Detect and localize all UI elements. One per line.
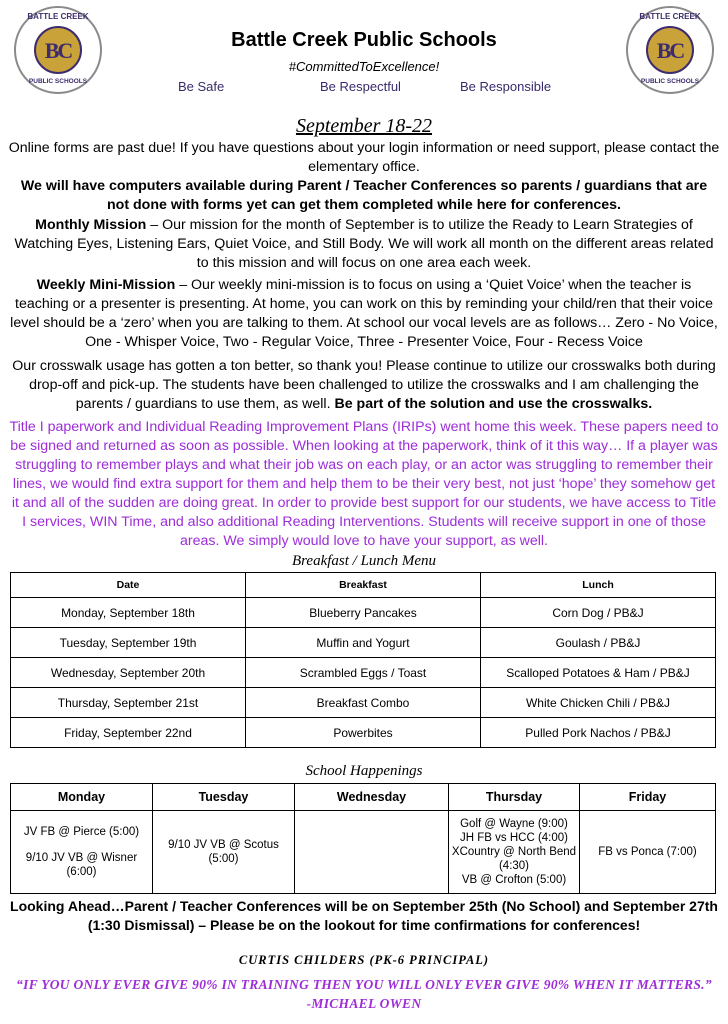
monday-events [11,811,153,894]
menu-breakfast: Scrambled Eggs / Toast [246,658,481,688]
wednesday-events [295,811,449,894]
date-title: September 18-22 [295,115,433,137]
menu-table [10,572,716,748]
menu-lunch: White Chicken Chili / PB&J [481,688,716,718]
happenings-table [10,783,716,894]
weekly-mission-label: Weekly Mini-Mission [36,277,176,293]
event-item: XCountry @ North Bend (4:30) [451,846,577,872]
menu-header-lunch: Lunch [481,573,716,598]
happenings-header-row [11,784,716,811]
menu-breakfast: Powerbites [246,718,481,748]
menu-date: Thursday, September 21st [11,688,246,718]
looking-ahead: Looking Ahead…Parent / Teacher Conferences will be on September 25th (No School) and September 27th (1:30 Dismissal) – Please be on the lookout for time confirmations for conferences! [10,898,718,933]
menu-title: Breakfast / Lunch Menu [291,553,436,569]
menu-date: Friday, September 22nd [11,718,246,748]
monthly-mission-text: – Our mission for the month of September is to utilize the Ready to Learn Strategies of Watching Eyes, Listening Ears, Quiet Voice, and Still Body. We will work all month on the different areas related to this mission and will focus on one area each week. [14,217,714,271]
logo-bottom-text: PUBLIC SCHOOLS [640,78,700,85]
school-name: Battle Creek Public Schools [231,29,497,51]
menu-row [11,628,716,658]
quote [0,975,728,1013]
menu-date: Monday, September 18th [11,598,246,628]
quote-text: “IF YOU ONLY EVER GIVE 90% IN TRAINING THEN YOU WILL ONLY EVER GIVE 90% WHEN IT MATTERS.” [16,977,712,992]
monthly-mission-label: Monthly Mission [35,217,147,233]
quote-author: -MICHAEL OWEN [306,996,422,1011]
computers-notice: We will have computers available during Parent / Teacher Conferences so parents / guardians that are not done with forms yet can get them completed while here for conferences. [20,178,708,213]
tuesday-events [153,811,295,894]
thursday-events [449,811,580,894]
happenings-header-wednesday: Wednesday [295,784,449,811]
menu-breakfast: Muffin and Yogurt [246,628,481,658]
motto-respectful: Be Respectful [320,79,401,94]
crosswalk-bold: Be part of the solution and use the crosswalks. [334,396,653,412]
menu-row [11,598,716,628]
event-spacer [11,839,152,851]
event-item: 9/10 JV VB @ Scotus (5:00) [168,839,279,865]
menu-row [11,718,716,748]
menu-row [11,688,716,718]
happenings-header-friday: Friday [580,784,716,811]
event-item: JH FB vs HCC (4:00) [460,832,568,844]
event-item: FB vs Ponca (7:00) [598,846,697,858]
logo-monogram: BC [44,38,72,63]
menu-lunch: Goulash / PB&J [481,628,716,658]
menu-lunch: Pulled Pork Nachos / PB&J [481,718,716,748]
menu-breakfast: Blueberry Pancakes [246,598,481,628]
happenings-header-monday: Monday [11,784,153,811]
happenings-events-row [11,811,716,894]
happenings-header-tuesday: Tuesday [153,784,295,811]
hashtag: #CommittedToExcellence! [288,59,440,74]
crosswalk-text: Our crosswalk usage has gotten a ton better, so thank you! Please continue to utilize our crosswalks both during drop-off and pick-up. The students have been challenged to utilize the crosswalks and I am challenging the parents / guardians to use them, as well. [12,358,716,412]
logo-monogram: BC [656,38,684,63]
motto-responsible: Be Responsible [460,79,552,94]
menu-lunch: Scalloped Potatoes & Ham / PB&J [481,658,716,688]
logo-top-text: BATTLE CREEK [27,12,89,21]
menu-header-date: Date [11,573,246,598]
principal-signature: CURTIS CHILDERS (PK-6 PRINCIPAL) [238,953,490,967]
monthly-mission [8,216,720,273]
friday-events [580,811,716,894]
menu-header-breakfast: Breakfast [246,573,481,598]
menu-date: Wednesday, September 20th [11,658,246,688]
crosswalk-paragraph [8,357,720,414]
event-item: JV FB @ Pierce (5:00) [23,826,140,838]
menu-row [11,658,716,688]
title-i-paragraph: Title I paperwork and Individual Reading Improvement Plans (IRIPs) went home this week. These papers need to be signed and returned as soon as possible. When looking at the paperwork, think of it this way… If a player was struggling to remember plays and what their job was on each play, or an actor was struggling to remember their lines, we would find extra support for them and help them to be their very best, not just ‘hope’ they somehow get it and all of the sudden are doing great. In order to provide best support for our students, we have access to Title I services, WIN Time, and also additional Reading Interventions. Students will receive support in one of those areas. We simply would love to have your support, as well. [9,419,719,549]
event-item: Golf @ Wayne (9:00) [460,818,568,830]
event-item: VB @ Crofton (5:00) [461,874,567,886]
weekly-mission-text: – Our weekly mini-mission is to focus on using a ‘Quiet Voice’ when the teacher is teaching or a presenter is presenting. At home, you can work on this by reminding your child/ren that their voice level should be a ‘zero’ when you are talking to them. At school our vocal levels are as follows… Zero - No Voice, One - Whisper Voice, Two - Regular Voice, Three - Presenter Voice, Four - Recess Voice [10,277,718,350]
menu-header-row [11,573,716,598]
logo-top-text: BATTLE CREEK [639,12,701,21]
happenings-title: School Happenings [305,763,423,779]
forms-notice: Online forms are past due! If you have questions about your login information or need support, please contact the elementary office. [8,140,720,175]
menu-date: Tuesday, September 19th [11,628,246,658]
motto-safe: Be Safe [178,79,225,94]
logo-bottom-text: PUBLIC SCHOOLS [28,78,88,85]
menu-lunch: Corn Dog / PB&J [481,598,716,628]
event-item: 9/10 JV VB @ Wisner (6:00) [25,852,138,878]
weekly-mission [8,276,720,352]
happenings-header-thursday: Thursday [449,784,580,811]
menu-breakfast: Breakfast Combo [246,688,481,718]
